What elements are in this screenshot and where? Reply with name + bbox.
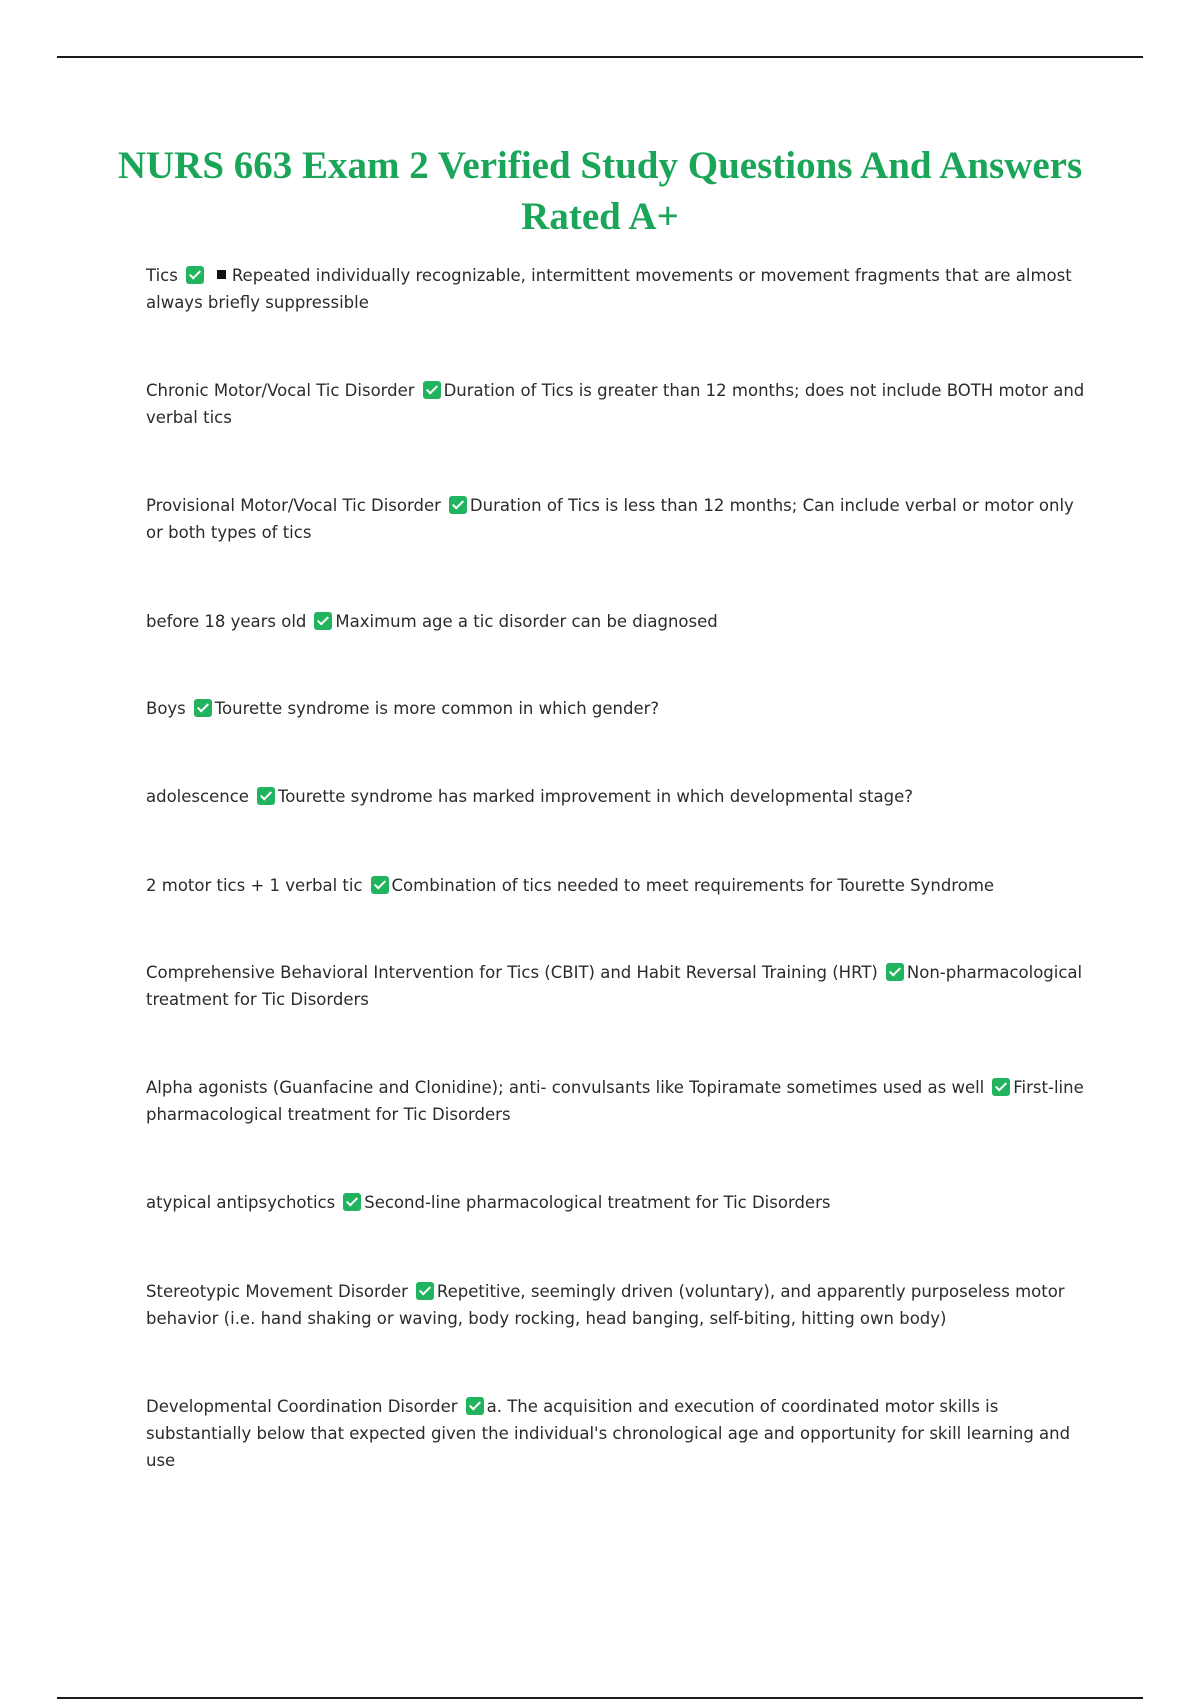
qa-entry xyxy=(146,959,1094,1013)
qa-entry xyxy=(146,262,1094,316)
check-mark-icon xyxy=(194,699,212,717)
check-mark-icon xyxy=(449,496,467,514)
qa-entry xyxy=(146,377,1094,431)
qa-entry xyxy=(146,1074,1094,1128)
qa-definition: Second-line pharmacological treatment for Tic Disorders xyxy=(364,1193,831,1212)
black-square-icon xyxy=(217,270,226,279)
qa-definition: Tourette syndrome is more common in which gender? xyxy=(214,699,660,718)
qa-definition: Tourette syndrome has marked improvement in which developmental stage? xyxy=(277,787,914,806)
qa-definition: Duration of Tics is less than 12 months; Can include verbal or motor only or both types of tics xyxy=(146,496,1074,542)
check-mark-icon xyxy=(314,612,332,630)
qa-definition: Maximum age a tic disorder can be diagnosed xyxy=(335,612,718,631)
qa-term: Stereotypic Movement Disorder xyxy=(146,1282,408,1301)
qa-entry xyxy=(146,695,1094,722)
qa-definition: Duration of Tics is greater than 12 months; does not include BOTH motor and verbal tics xyxy=(146,381,1085,427)
check-mark-icon xyxy=(186,266,204,284)
qa-definition: Combination of tics needed to meet requirements for Tourette Syndrome xyxy=(391,876,995,895)
qa-term: before 18 years old xyxy=(146,612,307,631)
qa-definition: Repetitive, seemingly driven (voluntary), and apparently purposeless motor behavior (i.e. hand shaking or waving, body rocking, head banging, self-biting, hitting own body) xyxy=(146,1282,1065,1328)
check-mark-icon xyxy=(343,1193,361,1211)
qa-term: Alpha agonists (Guanfacine and Clonidine); anti- convulsants like Topiramate sometimes used as well xyxy=(146,1078,985,1097)
qa-definition: Non-pharmacological treatment for Tic Disorders xyxy=(146,963,1083,1009)
qa-term: 2 motor tics + 1 verbal tic xyxy=(146,876,363,895)
qa-entry xyxy=(146,872,1094,899)
qa-term: atypical antipsychotics xyxy=(146,1193,336,1212)
qa-term: Chronic Motor/Vocal Tic Disorder xyxy=(146,381,415,400)
qa-entry xyxy=(146,783,1094,810)
qa-term: adolescence xyxy=(146,787,249,806)
qa-entry xyxy=(146,1278,1094,1332)
check-mark-icon xyxy=(371,876,389,894)
check-mark-icon xyxy=(257,787,275,805)
check-mark-icon xyxy=(423,381,441,399)
qa-entry xyxy=(146,492,1094,546)
check-mark-icon xyxy=(886,963,904,981)
qa-term: Tics xyxy=(146,266,178,285)
document-title: NURS 663 Exam 2 Verified Study Questions And Answers Rated A+ xyxy=(117,144,1083,238)
qa-entry xyxy=(146,1189,1094,1216)
qa-definition: Repeated individually recognizable, intermittent movements or movement fragments that are almost always briefly suppressible xyxy=(146,266,1072,312)
qa-term: Developmental Coordination Disorder xyxy=(146,1397,458,1416)
check-mark-icon xyxy=(416,1282,434,1300)
qa-term: Boys xyxy=(146,699,186,718)
qa-definition: a. The acquisition and execution of coordinated motor skills is substantially below that expected given the individual's chronological age and opportunity for skill learning and use xyxy=(146,1397,1071,1470)
check-mark-icon xyxy=(992,1078,1010,1096)
qa-term: Comprehensive Behavioral Intervention for Tics (CBIT) and Habit Reversal Training (HRT) xyxy=(146,963,878,982)
qa-entry xyxy=(146,608,1094,635)
qa-term: Provisional Motor/Vocal Tic Disorder xyxy=(146,496,441,515)
check-mark-icon xyxy=(466,1397,484,1415)
qa-definition: First-line pharmacological treatment for Tic Disorders xyxy=(146,1078,1084,1124)
footer-rule xyxy=(57,1697,1143,1699)
header-rule xyxy=(57,56,1143,58)
qa-entry xyxy=(146,1393,1094,1474)
